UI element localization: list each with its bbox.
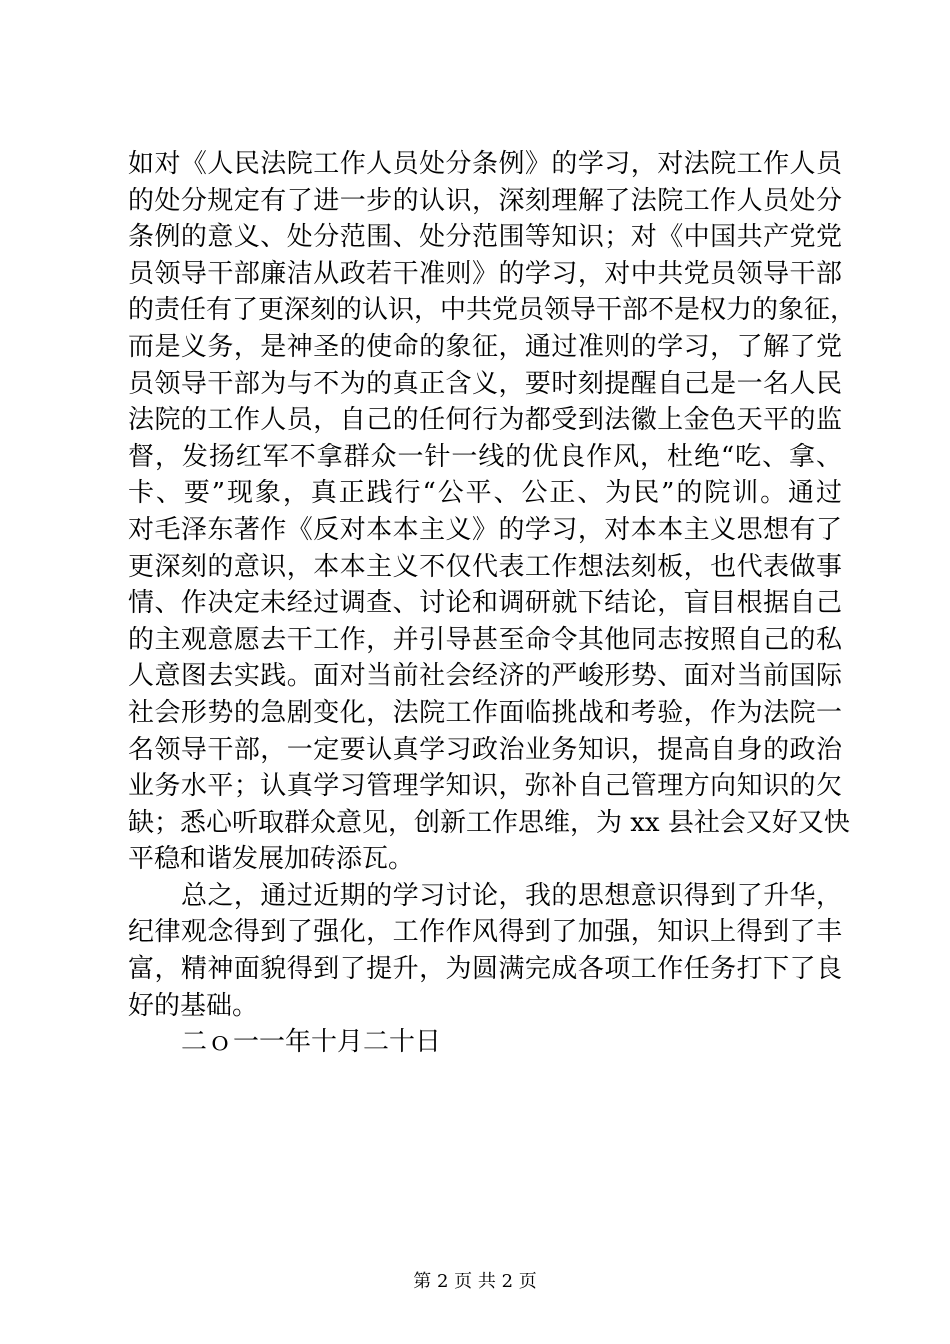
text-line: 业务水平；认真学习管理学知识，弥补自己管理方向知识的欠: [128, 771, 842, 802]
text-line: 如对《人民法院工作人员处分条例》的学习，对法院工作人员: [128, 149, 842, 179]
text-line: 人意图去实践。面对当前社会经济的严峻形势、面对当前国际: [128, 661, 842, 692]
text-line: 卡、要”现象，真正践行“公平、公正、为民”的院训。通过: [128, 478, 842, 509]
text-line: 更深刻的意识，本本主义不仅代表工作想法刻板，也代表做事: [128, 551, 842, 582]
text-line: 情、作决定未经过调查、讨论和调研就下结论，盲目根据自己: [128, 588, 842, 619]
text-line: 平稳和谐发展加砖添瓦。: [128, 844, 415, 875]
text-line: 督，发扬红军不拿群众一针一线的优良作风，杜绝“吃、拿、: [128, 441, 842, 472]
text-line: 法院的工作人员，自己的任何行为都受到法徽上金色天平的监: [128, 405, 842, 436]
text-line: 富，精神面貌得到了提升，为圆满完成各项工作任务打下了良: [128, 954, 842, 985]
document-body: [128, 146, 857, 1061]
text-line: 缺；悉心听取群众意见，创新工作思维，为 xx 县社会又好又快: [128, 807, 850, 838]
page-footer: 第 2 页 共 2 页: [413, 1271, 537, 1292]
text-line: 员领导干部廉洁从政若干准则》的学习，对中共党员领导干部: [128, 258, 842, 289]
document-date: 二ｏ一一年十月二十日: [181, 1027, 442, 1058]
text-line: 名领导干部，一定要认真学习政治业务知识，提高自身的政治: [128, 734, 842, 765]
text-line: 对毛泽东著作《反对本本主义》的学习，对本本主义思想有了: [128, 514, 842, 545]
paragraph-1: [128, 146, 857, 878]
text-line: 而是义务，是神圣的使命的象征，通过准则的学习，了解了党: [128, 331, 842, 362]
text-line: 社会形势的急剧变化，法院工作面临挑战和考验，作为法院一: [128, 697, 842, 728]
text-line: 员领导干部为与不为的真正含义，要时刻提醒自己是一名人民: [128, 368, 842, 399]
text-line: 的处分规定有了进一步的认识，深刻理解了法院工作人员处分: [128, 185, 842, 216]
text-line: 总之，通过近期的学习讨论，我的思想意识得到了升华，: [181, 880, 842, 911]
text-line: 的主观意愿去干工作，并引导甚至命令其他同志按照自己的私: [128, 624, 842, 655]
text-line: 好的基础。: [128, 990, 259, 1021]
text-line: 纪律观念得到了强化，工作作风得到了加强，知识上得到了丰: [128, 917, 842, 948]
text-line: 的责任有了更深刻的认识，中共党员领导干部不是权力的象征，: [128, 295, 857, 326]
text-line: 条例的意义、处分范围、处分范围等知识；对《中国共产党党: [128, 222, 842, 253]
paragraph-2: [128, 878, 842, 1024]
